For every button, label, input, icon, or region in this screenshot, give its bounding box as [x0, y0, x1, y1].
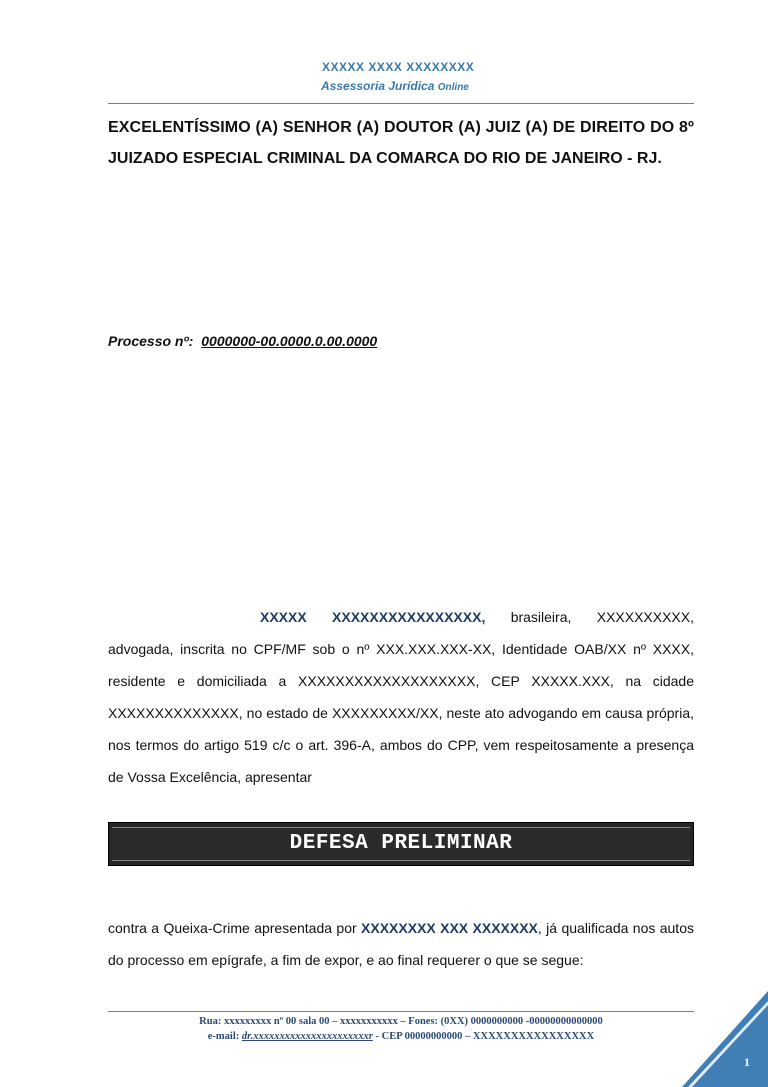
closing-paragraph [108, 912, 694, 976]
footer-email-link[interactable]: dr.xxxxxxxxxxxxxxxxxxxxxxr [241, 1031, 373, 1042]
closing-pre: contra a Queixa-Crime apresentada por [108, 920, 362, 936]
footer-divider [108, 1011, 694, 1012]
intro-paragraph [108, 601, 694, 793]
page-number: 1 [744, 1055, 750, 1069]
footer-address: Rua: xxxxxxxxx nº 00 sala 00 – xxxxxxxxxxx – Fones: (0XX) 0000000000 -00000000000000 [199, 1016, 603, 1027]
footer-cep: - CEP 00000000000 – XXXXXXXXXXXXXXXX [372, 1031, 595, 1042]
header-firm-name: XXXXX XXXX XXXXXXXX [322, 60, 475, 74]
header-subtitle-suffix: Online [437, 82, 469, 93]
page-corner-decoration [682, 991, 768, 1087]
closing-post: , já qualificada nos autos do processo em epígrafe, a fim de expor, e ao final requerer o que se segue: [108, 920, 694, 968]
process-label: Processo nº: [108, 333, 194, 349]
header-divider [108, 103, 694, 104]
footer-email-label: e-mail: [207, 1031, 242, 1042]
title-banner [108, 822, 694, 866]
header-subtitle-text: Assessoria Jurídica [321, 79, 435, 93]
process-number-line [108, 333, 377, 349]
addressee-line-2: JUIZADO ESPECIAL CRIMINAL DA COMARCA DO RIO DE JANEIRO - RJ. [108, 150, 662, 167]
header-subtitle [321, 79, 469, 93]
intro-text: brasileira, XXXXXXXXXX, advogada, inscrita no CPF/MF sob o nº XXX.XXX.XXX-XX, Identidade OAB/XX nº XXXX, residente e domiciliada a XXXXXXXXXXXXXXXXXXX, CEP XXXXX.XXX, na cidade XXXXXXXXXXXXXX, no estado de XXXXXXXXX/XX, neste ato advogando em causa própria, nos termos do artigo 519 c/c o art. 396-A, ambos do CPP, vem respeitosamente a presença de Vossa Excelência, apresentar [108, 609, 694, 785]
document-title: DEFESA PRELIMINAR [112, 827, 690, 861]
process-number: 0000000-00.0000.0.00.0000 [201, 333, 378, 349]
petitioner-name: XXXXX XXXXXXXXXXXXXXXX, [260, 609, 486, 625]
complainant-name: XXXXXXXX XXX XXXXXXX [361, 920, 538, 936]
footer-contact [108, 1031, 694, 1042]
addressee-line-1: EXCELENTÍSSIMO (A) SENHOR (A) DOUTOR (A) JUIZ (A) DE DIREITO DO 8º [108, 119, 694, 136]
